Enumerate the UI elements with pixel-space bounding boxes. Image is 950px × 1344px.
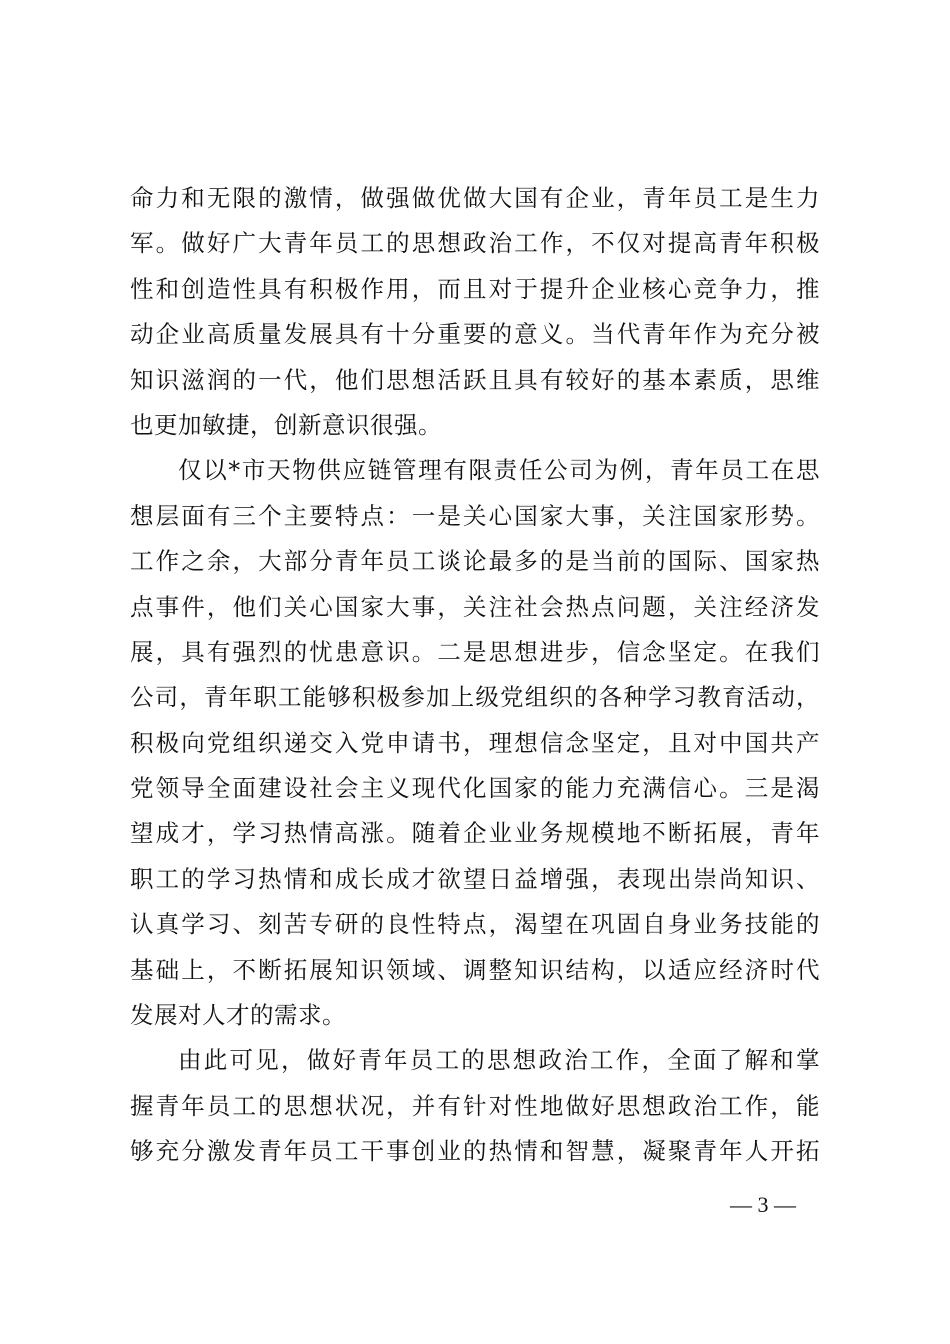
text-line: 知识滋润的一代，他们思想活跃且具有较好的基本素质，思维 [130, 365, 820, 394]
text-line: 展，具有强烈的忧患意识。二是思想进步，信念坚定。在我们 [130, 637, 820, 666]
text-line: 基础上，不断拓展知识领域、调整知识结构，以适应经济时代 [130, 955, 820, 984]
text-line: 工作之余，大部分青年员工谈论最多的是当前的国际、国家热 [130, 547, 820, 576]
text-line: 积极向党组织递交入党申请书，理想信念坚定，且对中国共产 [130, 728, 820, 757]
text-line: 握青年员工的思想状况，并有针对性地做好思想政治工作，能 [130, 1091, 820, 1120]
text-line: 发展对人才的需求。 [130, 1001, 346, 1030]
text-line: 由此可见，做好青年员工的思想政治工作，全面了解和掌 [178, 1046, 820, 1075]
text-line: 命力和无限的激情，做强做优做大国有企业，青年员工是生力 [130, 184, 820, 212]
text-line: 想层面有三个主要特点：一是关心国家大事，关注国家形势。 [130, 501, 820, 530]
text-line: 动企业高质量发展具有十分重要的意义。当代青年作为充分被 [130, 320, 820, 349]
page-number: — 3 — [730, 1192, 796, 1217]
text-line: 职工的学习热情和成长成才欲望日益增强，表现出崇尚知识、 [130, 864, 820, 893]
text-line: 公司，青年职工能够积极参加上级党组织的各种学习教育活动， [130, 683, 820, 712]
text-line: 望成才，学习热情高涨。随着企业业务规模地不断拓展，青年 [130, 819, 820, 848]
text-line: 军。做好广大青年员工的思想政治工作，不仅对提高青年积极 [130, 229, 820, 258]
text-line: 党领导全面建设社会主义现代化国家的能力充满信心。三是渴 [130, 774, 820, 803]
text-line: 认真学习、刻苦专研的良性特点，渴望在巩固自身业务技能的 [130, 910, 820, 939]
body-text [130, 176, 820, 1175]
text-line: 性和创造性具有积极作用，而且对于提升企业核心竞争力，推 [130, 274, 820, 303]
text-line: 点事件，他们关心国家大事，关注社会热点问题，关注经济发 [130, 592, 820, 621]
text-line: 够充分激发青年员工干事创业的热情和智慧，凝聚青年人开拓 [130, 1137, 820, 1166]
text-line: 也更加敏捷，创新意识很强。 [130, 410, 442, 439]
text-line: 仅以*市天物供应链管理有限责任公司为例，青年员工在思 [178, 456, 820, 485]
